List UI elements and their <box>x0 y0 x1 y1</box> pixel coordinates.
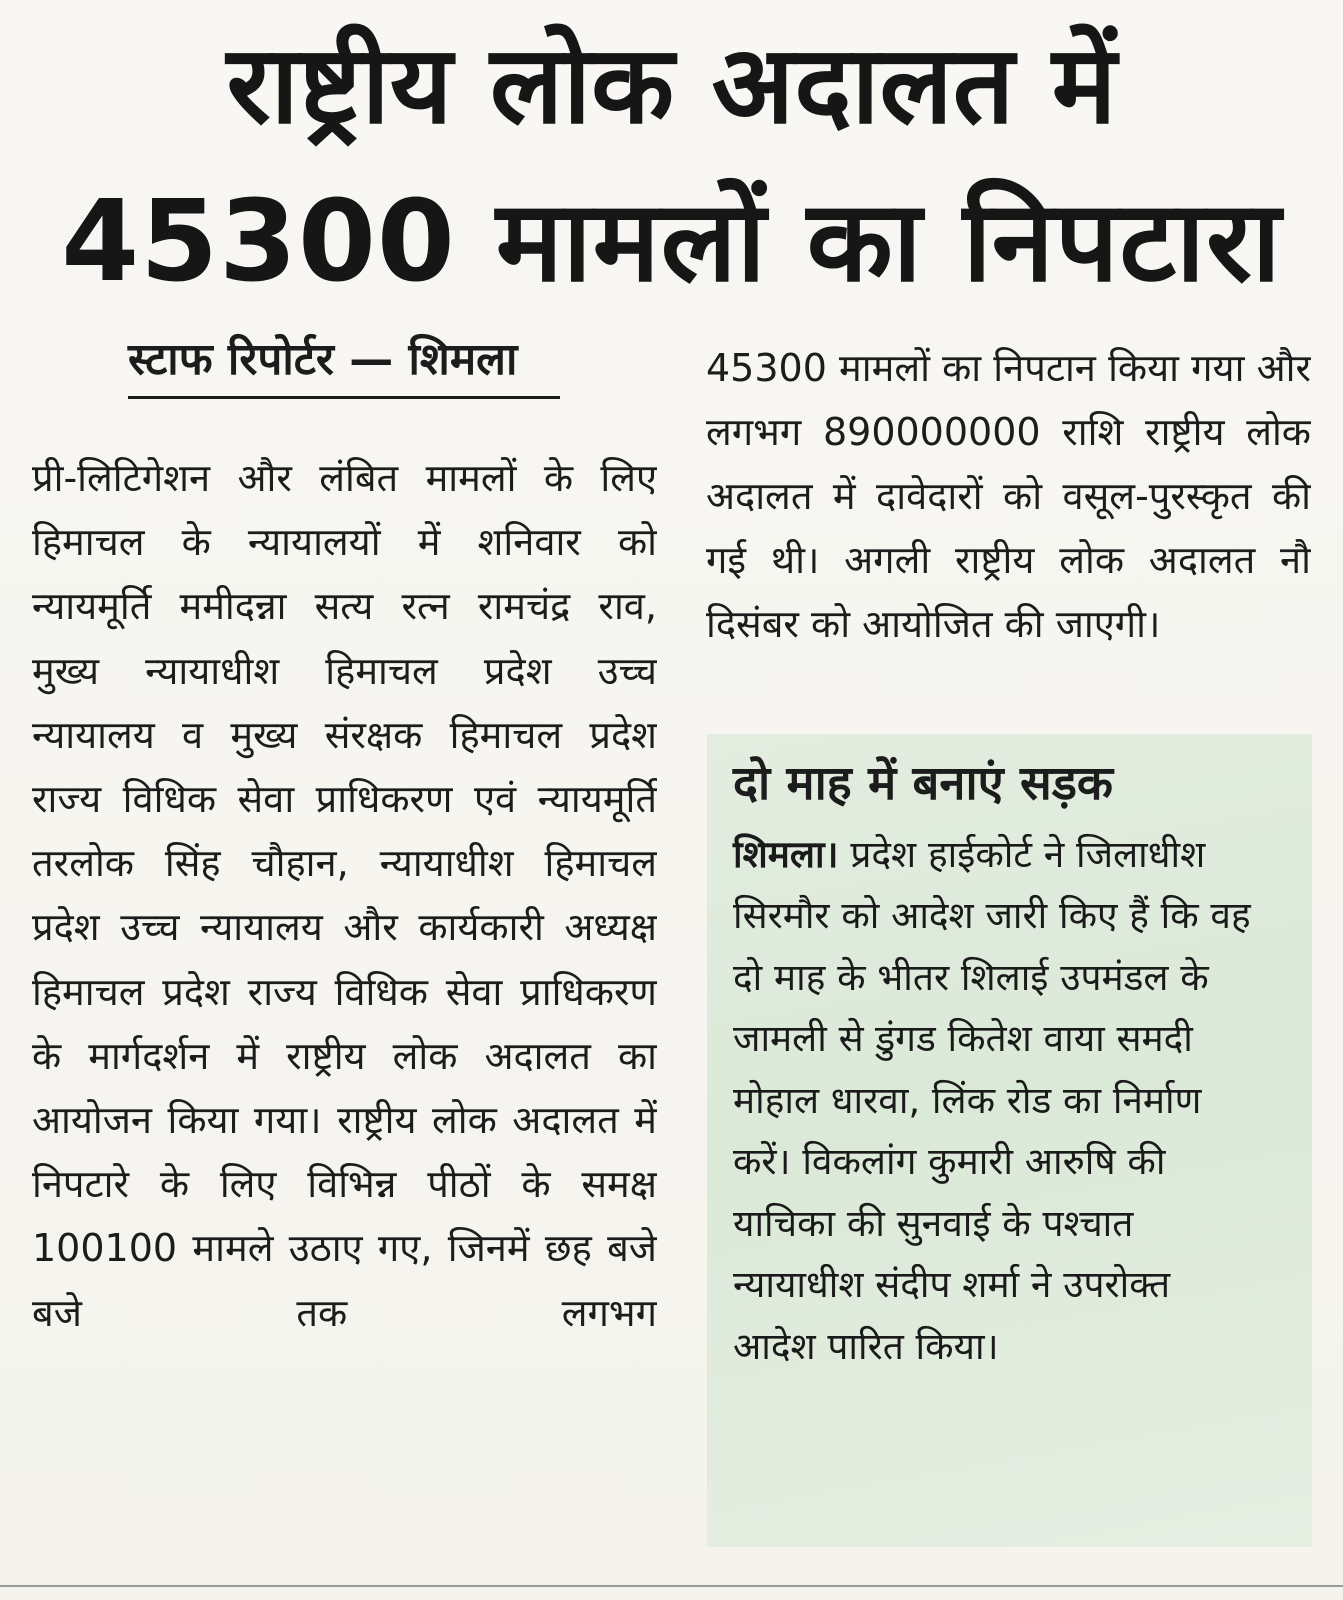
side-story-box <box>707 734 1312 1547</box>
side-story-title: दो माह में बनाएं सड़क <box>733 756 1114 811</box>
headline-line-1: राष्ट्रीय लोक अदालत में <box>226 23 1117 148</box>
article-right-column: 45300 मामलों का निपटान किया गया और लगभग 890000000 राशि राष्ट्रीय लोक अदालत में दावेदारों को वसूल-पुरस्कृत की गई थी। अगली राष्ट्रीय लोक अदालत नौ दिसंबर को आयोजित की जाएगी। <box>706 346 1311 646</box>
side-story-dateline: शिमला। <box>733 832 839 876</box>
side-story-body <box>733 824 1253 1378</box>
page-divider <box>0 1585 1343 1587</box>
byline: स्टाफ रिपोर्टर — शिमला <box>128 338 560 399</box>
headline-line-2: 45300 मामलों का निपटारा <box>61 177 1282 307</box>
side-story-text: प्रदेश हाईकोर्ट ने जिलाधीश सिरमौर को आदेश जारी किए हैं कि वह दो माह के भीतर शिलाई उपमंडल के जामली से डुंगड कितेश वाया समदी मोहाल धारवा, लिंक रोड का निर्माण करें। विकलांग कुमारी आरुषि की याचिका की सुनवाई के पश्चात न्यायाधीश संदीप शर्मा ने उपरोक्त आदेश पारित किया। <box>733 832 1251 1368</box>
article-left-column: प्री-लिटिगेशन और लंबित मामलों के लिए हिमाचल के न्यायालयों में शनिवार को न्यायमूर्ति ममीदन्ना सत्य रत्न रामचंद्र राव, मुख्य न्यायाधीश हिमाचल प्रदेश उच्च न्यायालय व मुख्य संरक्षक हिमाचल प्रदेश राज्य विधिक सेवा प्राधिकरण एवं न्यायमूर्ति तरलोक सिंह चौहान, न्यायाधीश हिमाचल प्रदेश उच्च न्यायालय और कार्यकारी अध्यक्ष हिमाचल प्रदेश राज्य विधिक सेवा प्राधिकरण के मार्गदर्शन में राष्ट्रीय लोक अदालत का आयोजन किया गया। राष्ट्रीय लोक अदालत में निपटारे के लिए विभिन्न पीठों के समक्ष 100100 मामले उठाए गए, जिनमें छह बजे बजे तक लगभग <box>32 456 657 1335</box>
